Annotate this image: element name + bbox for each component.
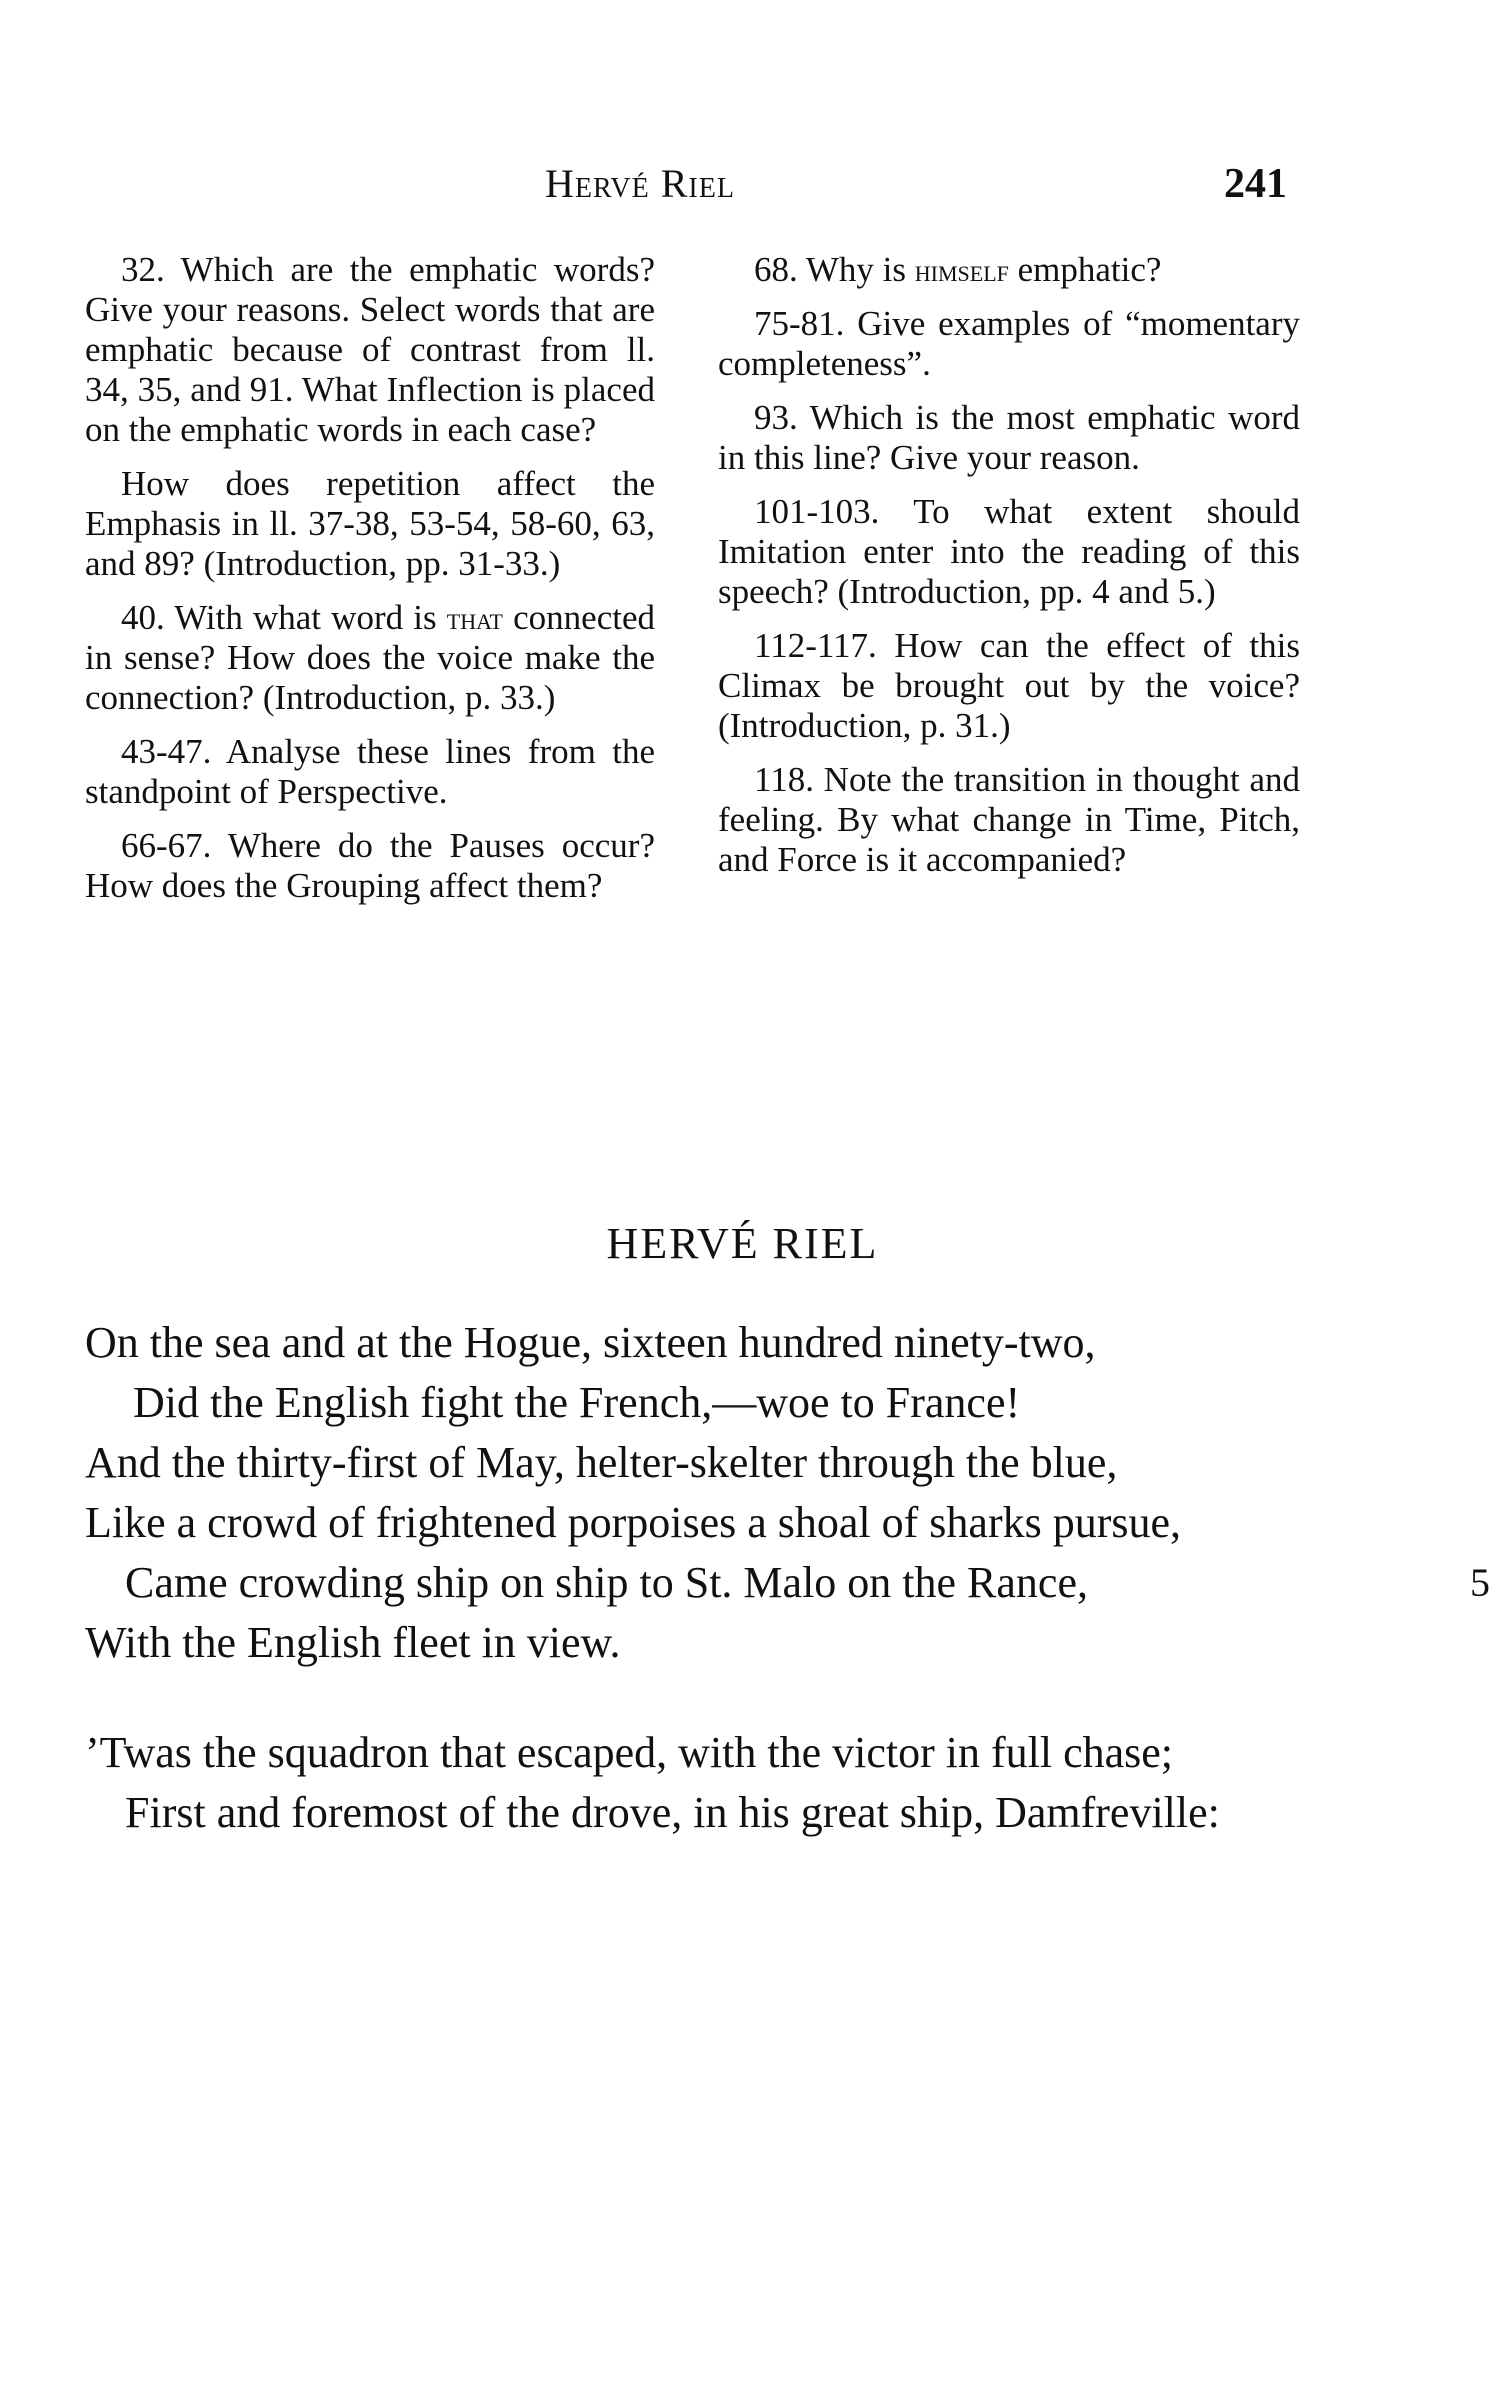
question-75-81: 75-81. Give examples of “momentary completeness”. <box>718 304 1300 383</box>
emphatic-word-himself: himself <box>914 252 1009 288</box>
line-number: 5 <box>1470 1560 1490 1605</box>
emphatic-word-that: that <box>446 600 503 636</box>
question-40: 40. With what word is that connected in sense? How does the voice make the connection? (Introduction, p. 33.) <box>85 598 655 717</box>
question-66-67: 66-67. Where do the Pauses occur? How does the Grouping affect them? <box>85 826 655 905</box>
question-32: 32. Which are the emphatic words? Give your reasons. Select words that are emphatic because of contrast from ll. 34, 35, and 91. What Inflection is placed on the emphatic words in each case? <box>85 250 655 449</box>
questions-left-column <box>85 250 655 920</box>
poem-line: ’Twas the squadron that escaped, with the victor in full chase; <box>85 1728 1174 1777</box>
poem-line-5: Came crowding ship on ship to St. Malo on the Rance, 5 <box>125 1553 1380 1613</box>
poem-line: With the English fleet in view. <box>85 1618 621 1667</box>
running-head: Hervé Riel <box>545 161 735 206</box>
poem-line: First and foremost of the drove, in his great ship, Damfreville: <box>125 1788 1220 1837</box>
page-header <box>0 160 1485 210</box>
poem-line: And the thirty-first of May, helter-skelter through the blue, <box>85 1438 1118 1487</box>
poem-body <box>85 1313 1490 1843</box>
question-101-103: 101-103. To what extent should Imitation enter into the reading of this speech? (Introduction, pp. 4 and 5.) <box>718 492 1300 611</box>
stanza-break <box>85 1673 1385 1723</box>
question-68: 68. Why is himself emphatic? <box>754 250 1162 289</box>
poem-title: HERVÉ RIEL <box>606 1219 879 1268</box>
question-repetition: How does repetition affect the Emphasis in ll. 37-38, 53-54, 58-60, 63, and 89? (Introduction, pp. 31-33.) <box>85 464 655 583</box>
questions-right-column <box>718 250 1300 894</box>
question-43-47: 43-47. Analyse these lines from the standpoint of Perspective. <box>85 732 655 811</box>
question-93: 93. Which is the most emphatic word in this line? Give your reason. <box>718 398 1300 477</box>
question-112-117: 112-117. How can the effect of this Climax be brought out by the voice? (Introduction, p. 31.) <box>718 626 1300 745</box>
question-118: 118. Note the transition in thought and feeling. By what change in Time, Pitch, and Force is it accompanied? <box>718 760 1300 879</box>
page-number: 241 <box>1224 161 1287 207</box>
poem-line: Like a crowd of frightened porpoises a shoal of sharks pursue, <box>85 1498 1182 1547</box>
poem-line: Did the English fight the French,—woe to France! <box>133 1378 1021 1427</box>
poem-line: On the sea and at the Hogue, sixteen hundred ninety-two, <box>85 1318 1096 1367</box>
